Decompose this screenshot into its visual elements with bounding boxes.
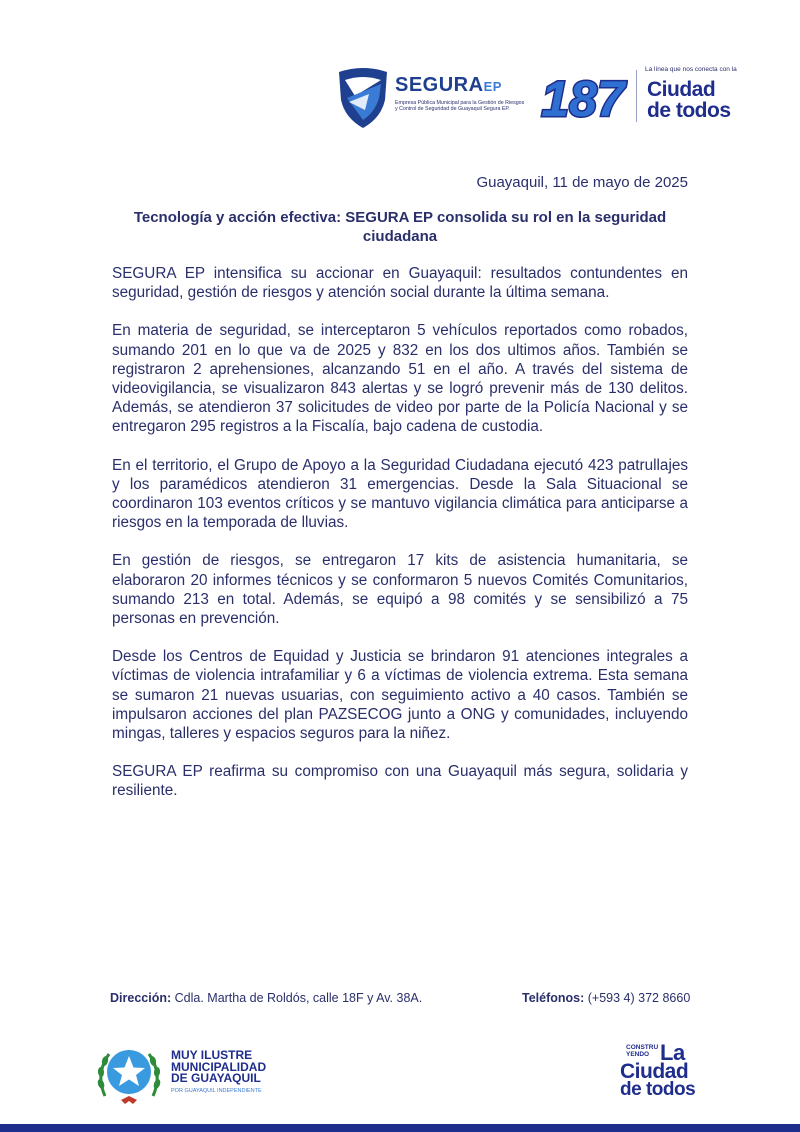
- bottom-color-bar: [0, 1124, 800, 1132]
- construyendo-word: CONSTRU YENDO: [626, 1044, 659, 1058]
- paragraph-equidad-justicia: Desde los Centros de Equidad y Justicia se brindaron 91 atenciones integrales a víctimas de violencia intrafamiliar y 6 a víctimas de violencia extrema. Esta semana se sumaron 21 nuevas usuarias, con seguimiento activo a 40 casos. También se impulsaron acciones del plan PAZSECOG junto a ONG y comunidades, incluyendo mingas, talleres y espacios seguros para la niñez.: [112, 648, 688, 743]
- paragraph-seguridad: En materia de seguridad, se interceptaron 5 vehículos reportados como robados, sumando 201 en lo que va de 2025 y 832 en los dos ultimos años. También se registraron 2 aprehensiones, alcanzando 51 en el año. A través del sistema de videovigilancia, se visualizaron 843 alertas y se logró prevenir más de 130 delitos. Además, se atendieron 37 solicitudes de video por parte de la Policía Nacional y se entregaron 295 registros a la Fiscalía, bajo cadena de custodia.: [112, 322, 688, 436]
- footer-phones: [522, 991, 690, 1005]
- paragraph-closing: SEGURA EP reafirma su compromiso con una Guayaquil más segura, solidaria y resiliente.: [112, 763, 688, 800]
- ciudad-tagline: La línea que nos conecta con la: [645, 66, 737, 73]
- municipalidad-tagline: POR GUAYAQUIL INDEPENDIENTE: [171, 1088, 262, 1094]
- paragraph-territorio: En el territorio, el Grupo de Apoyo a la Seguridad Ciudadana ejecutó 423 patrullajes y los paramédicos atendieron 31 emergencias. Desde la Sala Situacional se coordinaron 103 eventos críticos y se mantuvo vigilancia climática para anticiparse a riesgos en la temporada de lluvias.: [112, 456, 688, 532]
- municipalidad-guayaquil-logo: [95, 1044, 295, 1108]
- letter-body: [112, 264, 688, 820]
- phones-value: (+593 4) 372 8660: [587, 991, 691, 1005]
- shield-icon: [335, 66, 391, 130]
- segura-subtitle: Empresa Pública Municipal para la Gestión de Riesgos y Control de Seguridad de Guayaquil Segura EP.: [395, 100, 525, 113]
- segura-ep-logo: [335, 66, 525, 130]
- paragraph-intro: SEGURA EP intensifica su accionar en Guayaquil: resultados contundentes en seguridad, gestión de riesgos y atención social durante la última semana.: [112, 265, 688, 302]
- hotline-187-logo: [538, 66, 628, 126]
- phones-label: Teléfonos:: [522, 991, 585, 1005]
- letter-title: Tecnología y acción efectiva: SEGURA EP consolida su rol en la seguridad ciudadana: [133, 209, 667, 245]
- footer-address: [110, 991, 422, 1005]
- paragraph-gestion-riesgos: En gestión de riesgos, se entregaron 17 kits de asistencia humanitaria, se elaboraron 20 informes técnicos y se conformaron 5 nuevos Comités Comunitarios, sumando 213 en total. Además, se equipó a 98 comités y se sensibilizó a 75 personas en prevención.: [112, 552, 688, 628]
- hotline-number: 187: [541, 71, 625, 126]
- de-todos-word: de todos: [647, 99, 731, 122]
- la-word: La: [660, 1040, 685, 1065]
- address-value: Cdla. Martha de Roldós, calle 18F y Av. 38A.: [174, 991, 423, 1005]
- header-divider: [636, 70, 637, 122]
- municipalidad-name: MUY ILUSTRE MUNICIPALIDAD DE GUAYAQUIL: [171, 1048, 267, 1085]
- segura-wordmark: SEGURAEP: [395, 74, 502, 96]
- ciudad-de-todos-footer-logo: [612, 1040, 722, 1100]
- letter-date: Guayaquil, 11 de mayo de 2025: [476, 174, 688, 191]
- ciudad-de-todos-header-logo: [645, 66, 745, 126]
- ciudad-word: Ciudad: [647, 78, 716, 101]
- star-emblem-icon: [95, 1044, 163, 1108]
- ciudad-word-footer: Ciudad: [620, 1060, 689, 1083]
- de-todos-word-footer: de todos: [620, 1079, 696, 1100]
- address-label: Dirección:: [110, 991, 172, 1005]
